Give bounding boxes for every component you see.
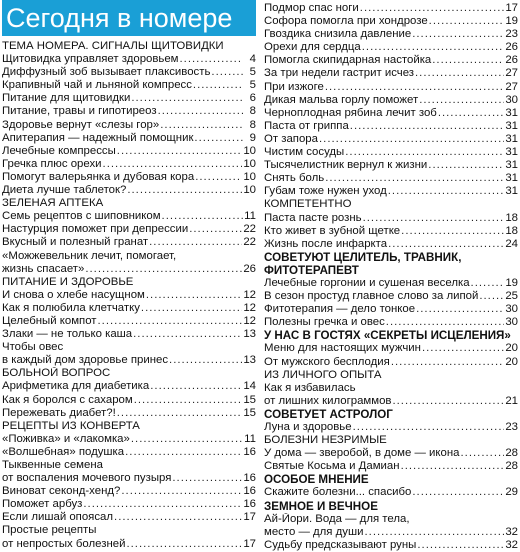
contents-entry [2,223,256,236]
dot-leader [391,356,505,369]
entry-title: Поможет арбуз [2,498,83,511]
entry-title: Паста пасте рознь [264,211,362,224]
page-number: 32 [505,538,518,551]
contents-entry [2,538,256,551]
entry-title: Софора помогла при хондрозе [264,15,428,28]
page-number: 18 [505,224,518,237]
entry-title: Лечебные компрессы [2,144,116,157]
contents-entry [264,15,518,28]
page-number: 19 [505,276,518,289]
entry-title: У НАС В ГОСТЯХ «СЕКРЕТЫ ИСЦЕЛЕНИЯ» [264,329,511,343]
entry-title: Гречка плюс орехи [2,157,102,170]
entry-title: Гвоздика снизила давление [264,28,412,41]
section-heading [2,367,256,380]
contents-entry [264,94,518,107]
section-heading [264,329,518,342]
entry-title: Дикая мальва горлу поможет [264,93,419,106]
dot-leader [319,133,504,146]
section-heading [264,473,518,486]
dot-leader [415,67,504,80]
dot-leader [98,315,243,328]
dot-leader [479,290,504,303]
page-number: 31 [505,119,518,132]
dot-leader [193,79,243,92]
entry-title: ЗЕМНОЕ И ВЕЧНОЕ [264,499,378,513]
entry-title: Губам тоже нужен уход [264,185,387,198]
section-heading [264,434,518,447]
dot-leader [363,212,505,225]
page-number: 6 [249,92,256,105]
entry-title: в каждый дом здоровье принес [2,354,169,367]
page-number: 5 [249,79,256,92]
contents-entry [264,316,518,329]
entry-title: СОВЕТУЮТ ЦЕЛИТЕЛЬ, ТРАВНИК, [264,250,462,264]
contents-entry [2,511,256,524]
entry-title: Помогла скипидарная настойка [264,54,432,67]
page-number: 31 [505,132,518,145]
dot-leader [114,511,242,524]
entry-title: Настурция поможет при депрессии [2,223,189,236]
page-number: 13 [243,354,256,367]
entry-title: Паста от гриппа [264,119,349,132]
page-number: 17 [505,2,518,14]
dot-leader [350,120,505,133]
section-heading [264,369,518,382]
page-number: 29 [505,486,518,499]
contents-entry [264,185,518,198]
dot-leader [429,15,505,28]
contents-entry [264,382,518,395]
contents-entry [2,263,256,276]
contents-entry [2,132,256,145]
page-number: 30 [505,303,518,316]
contents-entry [2,250,256,263]
contents-entry [264,28,518,41]
section-heading [264,264,518,277]
contents-entry [264,2,518,15]
entry-title: «Поживка» и «лакомка» [2,432,130,445]
contents-column-right [264,2,518,552]
contents-entry [264,395,518,408]
entry-title: Как я боролся с сахаром [2,393,133,406]
dot-leader [325,172,504,185]
contents-entry [264,225,518,238]
contents-entry [264,81,518,94]
entry-title: Фитотерапия — дело тонкое [264,303,416,316]
contents-entry [2,236,256,249]
contents-entry [2,315,256,328]
entry-title: Тысячелистник вернул к жизни [264,159,428,172]
page-number: 19 [505,15,518,28]
contents-entry [2,341,256,354]
page-number: 20 [505,342,518,355]
dot-leader [412,486,504,499]
entry-title: БОЛЕЗНИ НЕЗРИМЫЕ [264,434,387,447]
page-number: 9 [249,131,256,144]
contents-entry [2,472,256,485]
entry-title: У дома — зверобой, в доме — икона [264,447,460,460]
contents-entry [2,184,256,197]
page-number: 26 [505,54,518,67]
contents-entry [264,513,518,526]
page-number: 22 [243,223,256,236]
page-number: 32 [505,525,518,538]
section-heading [2,40,256,53]
contents-entry [2,354,256,367]
contents-entry [2,53,256,66]
dot-leader [364,526,504,539]
page-number: 20 [505,355,518,368]
dot-leader [416,303,504,316]
dot-leader [150,380,242,393]
dot-leader [388,185,505,198]
page-number: 14 [243,380,256,393]
dot-leader [172,472,242,485]
dot-leader [141,302,242,315]
contents-entry [264,133,518,146]
contents-entry [264,290,518,303]
page-number: 26 [243,262,256,275]
dot-leader [461,447,505,460]
contents-entry [264,342,518,355]
page-number: 30 [505,316,518,329]
contents-entry [2,394,256,407]
page-number: 12 [243,314,256,327]
contents-entry [264,54,518,67]
contents-entry [2,407,256,420]
contents-entry [2,459,256,472]
contents-entry [2,92,256,105]
entry-title: Луна и здоровье [264,421,352,433]
entry-title: При изжоге [264,80,324,93]
page-number: 31 [505,159,518,172]
contents-column-left [2,40,256,551]
section-heading [264,198,518,211]
entry-title: от непростых болезней [2,537,126,550]
section-heading [264,500,518,513]
entry-title: КОМПЕТЕНТНО [264,198,352,211]
entry-title: Если лишай опоясал [2,511,114,524]
entry-title: ТЕМА НОМЕРА. СИГНАЛЫ ЩИТОВИДКИ [2,40,224,52]
dot-leader [211,66,243,79]
page-number: 31 [505,106,518,119]
entry-title: БОЛЬНОЙ ВОПРОС [2,367,111,380]
page-number: 8 [249,118,256,131]
page-number: 8 [249,105,256,118]
dot-leader [117,145,243,158]
page-number: 22 [243,236,256,249]
contents-entry [264,107,518,120]
page-number: 15 [243,406,256,419]
entry-title: место — для души [264,525,364,538]
page-number: 11 [244,432,256,445]
entry-title: ОСОБОЕ МНЕНИЕ [264,473,369,487]
dot-leader [401,225,504,238]
contents-entry [2,498,256,511]
entry-title: Полезны гречка и овес [264,316,385,329]
contents-entry [2,66,256,79]
contents-entry [264,460,518,473]
contents-entry [264,159,518,172]
section-heading [2,197,256,210]
contents-entry [2,328,256,341]
page-number: 23 [505,28,518,41]
contents-entry [264,526,518,539]
entry-title: Вкусный и полезный гранат [2,236,149,249]
entry-title: Святые Косьма и Дамиан [264,460,400,473]
contents-entry [264,120,518,133]
dot-leader [392,395,504,408]
section-heading [2,420,256,433]
entry-title: Меню для настоящих мужчин [264,342,421,355]
dot-leader [103,158,243,171]
entry-title: Здоровье вернут «слезы гор» [2,118,160,131]
entry-title: Судьбу предсказывают руны [264,538,417,551]
dot-leader [353,421,505,434]
dot-leader [149,236,242,249]
page-number: 17 [243,511,256,524]
entry-title: За три недели гастрит исчез [264,67,415,80]
page-number: 26 [505,41,518,54]
contents-entry [264,172,518,185]
page-number: 31 [505,146,518,159]
entry-title: от воспаления мочевого пузыря [2,472,172,485]
page-number: 12 [243,288,256,301]
page-number: 18 [505,211,518,224]
entry-title: От мужского бесплодия [264,355,390,368]
page-number: 16 [243,498,256,511]
dot-leader [146,289,242,302]
dot-leader [125,446,242,459]
page-number: 10 [243,184,256,197]
dot-leader [189,223,242,236]
entry-title: Черноплодная рябина лечит зоб [264,106,437,119]
page-number: 30 [505,93,518,106]
entry-title: Диета лучше таблеток? [2,184,127,197]
entry-title: «Можжевельник лечит, помогает, [2,249,177,262]
entry-title: Как я избавилась [264,381,356,394]
contents-entry [264,41,518,54]
entry-title: Злаки — не только каша [2,328,133,341]
page-number: 13 [243,328,256,341]
page-number: 10 [243,144,256,157]
page-number: 25 [505,290,518,303]
contents-entry [2,210,256,223]
page-number: 16 [243,485,256,498]
dot-leader [85,263,242,276]
dot-leader [419,94,504,107]
entry-title: Орехи для сердца [264,41,361,54]
contents-entry [264,539,518,552]
section-heading [264,408,518,421]
entry-title: Крапивный чай и льняной компресс [2,79,192,92]
page-number: 15 [243,393,256,406]
dot-leader [388,238,504,251]
page-title: Сегодня в номере [2,0,256,36]
entry-title: Семь рецептов с шиповником [2,210,161,223]
page-number: 31 [505,172,518,185]
dot-leader [169,354,242,367]
contents-entry [2,433,256,446]
page-number: 10 [243,170,256,183]
page-number: 23 [505,421,518,433]
page-number: 16 [243,445,256,458]
page-number: 27 [505,80,518,93]
entry-title: Арифметика для диабетика [2,380,150,393]
entry-title: Лечебные горгонии и сушеная веселка [264,276,470,289]
entry-title: Диффузный зоб вызывает плаксивость [2,66,211,79]
contents-entry [2,119,256,132]
entry-title: ФИТОТЕРАПЕВТ [264,263,359,277]
dot-leader [428,159,504,172]
entry-title: В сезон простуд главное слово за липой [264,290,479,303]
contents-entry [264,447,518,460]
entry-title: РЕЦЕПТЫ ИЗ КОНВЕРТА [2,419,140,432]
dot-leader [180,53,243,66]
contents-entry [264,421,518,434]
entry-title: Снять боль [264,172,325,185]
contents-entry [2,380,256,393]
page-number: 31 [505,185,518,198]
section-heading [2,276,256,289]
dot-leader [360,2,505,15]
entry-title: Питание, травы и гипотиреоз [2,105,157,118]
dot-leader [194,132,243,145]
entry-title: Подмор спас ноги [264,2,359,14]
dot-leader [386,316,505,329]
page-number: 16 [243,472,256,485]
dot-leader [134,394,243,407]
dot-leader [131,92,243,105]
dot-leader [362,41,505,54]
page-number: 28 [505,447,518,460]
contents-entry [264,238,518,251]
dot-leader [325,81,504,94]
entry-title: И снова о хлебе насущном [2,288,145,301]
contents-entry [2,158,256,171]
entry-title: Целебный компот [2,314,97,327]
page-number: 5 [249,66,256,79]
entry-title: Чтобы овес [2,341,64,354]
dot-leader [117,407,243,420]
entry-title: ПИТАНИЕ И ЗДОРОВЬЕ [2,275,134,288]
contents-entry [2,105,256,118]
contents-entry [264,486,518,499]
dot-leader [471,277,505,290]
page-number: 24 [505,237,518,250]
entry-title: Щитовидка управляет здоровьем [2,53,179,66]
dot-leader [131,433,243,446]
contents-entry [2,485,256,498]
entry-title: Питание для щитовидки [2,92,131,105]
entry-title: Апитерапия — надежный помощник [2,131,194,144]
page-number: 17 [243,537,256,550]
page-number: 27 [505,67,518,80]
entry-title: СОВЕТУЕТ АСТРОЛОГ [264,407,393,421]
section-heading [264,251,518,264]
dot-leader [158,105,243,118]
contents-entry [264,146,518,159]
contents-entry [264,67,518,80]
dot-leader [195,171,242,184]
contents-entry [2,289,256,302]
dot-leader [412,28,504,41]
dot-leader [432,54,504,67]
contents-entry [2,446,256,459]
page-number: 10 [243,157,256,170]
entry-title: ИЗ ЛИЧНОГО ОПЫТА [264,368,382,381]
entry-title: Ай-Йори. Вода — для тела, [264,512,410,525]
entry-title: Помогут валерьянка и дубовая кора [2,170,195,183]
page-number: 21 [505,394,518,407]
dot-leader [160,119,243,132]
dot-leader [438,107,505,120]
dot-leader [345,146,504,159]
dot-leader [126,538,242,551]
entry-title: Как я полюбила клетчатку [2,301,140,314]
page-number: 12 [243,301,256,314]
entry-title: Виноват секонд-хенд? [2,485,121,498]
entry-title: Пережевать диабет?! [2,406,116,419]
dot-leader [422,342,504,355]
contents-entry [2,145,256,158]
contents-entry [2,171,256,184]
entry-title: ЗЕЛЕНАЯ АПТЕКА [2,197,104,210]
contents-entry [2,79,256,92]
contents-entry [264,303,518,316]
dot-leader [83,498,242,511]
dot-leader [121,485,242,498]
entry-title: от лишних килограммов [264,394,392,407]
dot-leader [133,328,242,341]
page-number: 4 [249,53,256,66]
page-number: 28 [505,460,518,473]
contents-entry [264,212,518,225]
contents-entry [2,302,256,315]
contents-entry [264,356,518,369]
entry-title: Чистим сосуды [264,146,345,159]
dot-leader [127,184,242,197]
dot-leader [401,460,505,473]
entry-title: От запора [264,132,318,145]
entry-title: Скажите болезни... спасибо [264,486,412,499]
contents-entry [264,277,518,290]
dot-leader [162,210,243,223]
page-number: 11 [244,210,256,223]
contents-entry [2,524,256,537]
entry-title: Тыквенные семена [2,459,103,471]
entry-title: Простые рецепты [2,524,97,537]
entry-title: Кто живет в зубной щетке [264,224,401,237]
dot-leader [417,539,504,552]
entry-title: жизнь спасает» [2,262,85,275]
entry-title: Жизнь после инфаркта [264,237,388,250]
entry-title: «Волшебная» подушка [2,445,125,458]
